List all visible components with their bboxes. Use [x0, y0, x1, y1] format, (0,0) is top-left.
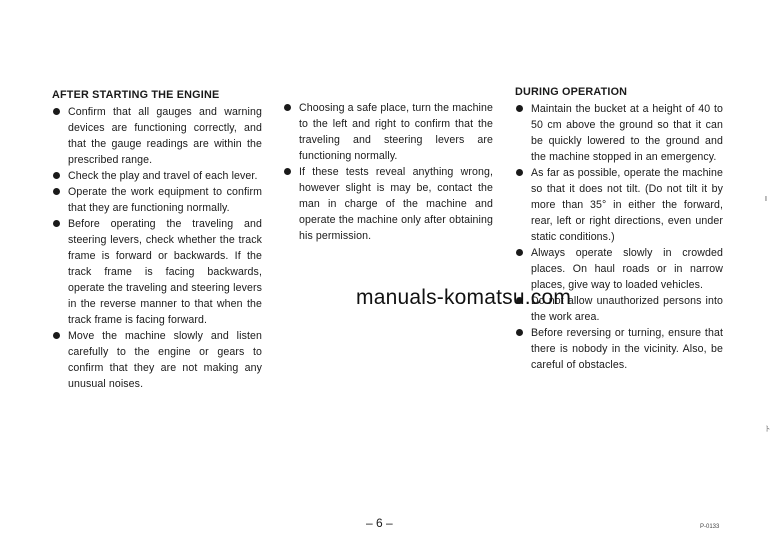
bullet-icon: [53, 332, 60, 339]
left-column: [52, 87, 262, 392]
list-item-text: Choosing a safe place, turn the machine to the left and right to confirm that the traveling and steering levers are functioning normally.: [299, 102, 493, 162]
list-item: [283, 100, 493, 164]
bullet-icon: [53, 220, 60, 227]
list-item-text: Operate the work equipment to confirm that they are functioning normally.: [68, 186, 262, 214]
document-code: P-0133: [700, 524, 720, 530]
list-item-text: If these tests reveal anything wrong, however slight is may be, contact the man in charge of the machine and operate the machine only after obtaining his permission.: [299, 166, 493, 242]
watermark: manuals-komatsu.com: [356, 286, 572, 309]
list-item: [52, 328, 262, 392]
section-heading-during-operation: DURING OPERATION: [515, 86, 628, 98]
bullet-icon: [53, 172, 60, 179]
bullet-icon: [516, 249, 523, 256]
bullet-icon: [284, 168, 291, 175]
bullet-icon: [516, 329, 523, 336]
section-heading-after-starting: AFTER STARTING THE ENGINE: [52, 89, 220, 101]
after-starting-list: [52, 104, 262, 392]
list-item: [52, 216, 262, 328]
bullet-icon: [516, 105, 523, 112]
list-item-text: Before operating the traveling and steering levers, check whether the track frame is forward or backwards. If the track frame is facing backwards, operate the traveling and steering levers in the reverse manner to that when the track frame is facing forward.: [68, 218, 262, 326]
bullet-icon: [516, 169, 523, 176]
list-item: [52, 104, 262, 168]
list-item-text: Move the machine slowly and listen carefully to the engine or gears to confirm that they are not making any unusual noises.: [68, 330, 262, 390]
list-item-text: As far as possible, operate the machine so that it does not tilt. (Do not tilt it by more than 35° in either the forward, rear, left or right directions, even under static conditions.): [531, 167, 723, 243]
list-item-text: Always operate slowly in crowded places. On haul roads or in narrow places, give way to loaded vehicles.: [531, 247, 723, 291]
list-item: [283, 164, 493, 244]
list-item-text: Before reversing or turning, ensure that there is nobody in the vicinity. Also, be careful of obstacles.: [531, 327, 723, 371]
list-item: [52, 168, 262, 184]
list-item: [515, 101, 723, 165]
middle-column: [283, 100, 493, 244]
margin-mark: I: [765, 196, 767, 203]
right-column: [515, 84, 723, 373]
list-item: [515, 325, 723, 373]
margin-mark: ト: [764, 426, 771, 433]
list-item-text: Check the play and travel of each lever.: [68, 170, 258, 182]
bullet-icon: [284, 104, 291, 111]
page-number: – 6 –: [366, 516, 393, 530]
turning-test-list: [283, 100, 493, 244]
list-item-text: Maintain the bucket at a height of 40 to 50 cm above the ground so that it can be quickly lowered to the ground and the machine stopped in an emergency.: [531, 103, 723, 163]
during-operation-list: [515, 101, 723, 373]
bullet-icon: [53, 108, 60, 115]
list-item: [515, 165, 723, 245]
list-item-text: Do not allow unauthorized persons into the work area.: [531, 295, 723, 323]
list-item-text: Confirm that all gauges and warning devices are functioning correctly, and that the gauge readings are within the prescribed range.: [68, 106, 262, 166]
bullet-icon: [53, 188, 60, 195]
list-item: [52, 184, 262, 216]
